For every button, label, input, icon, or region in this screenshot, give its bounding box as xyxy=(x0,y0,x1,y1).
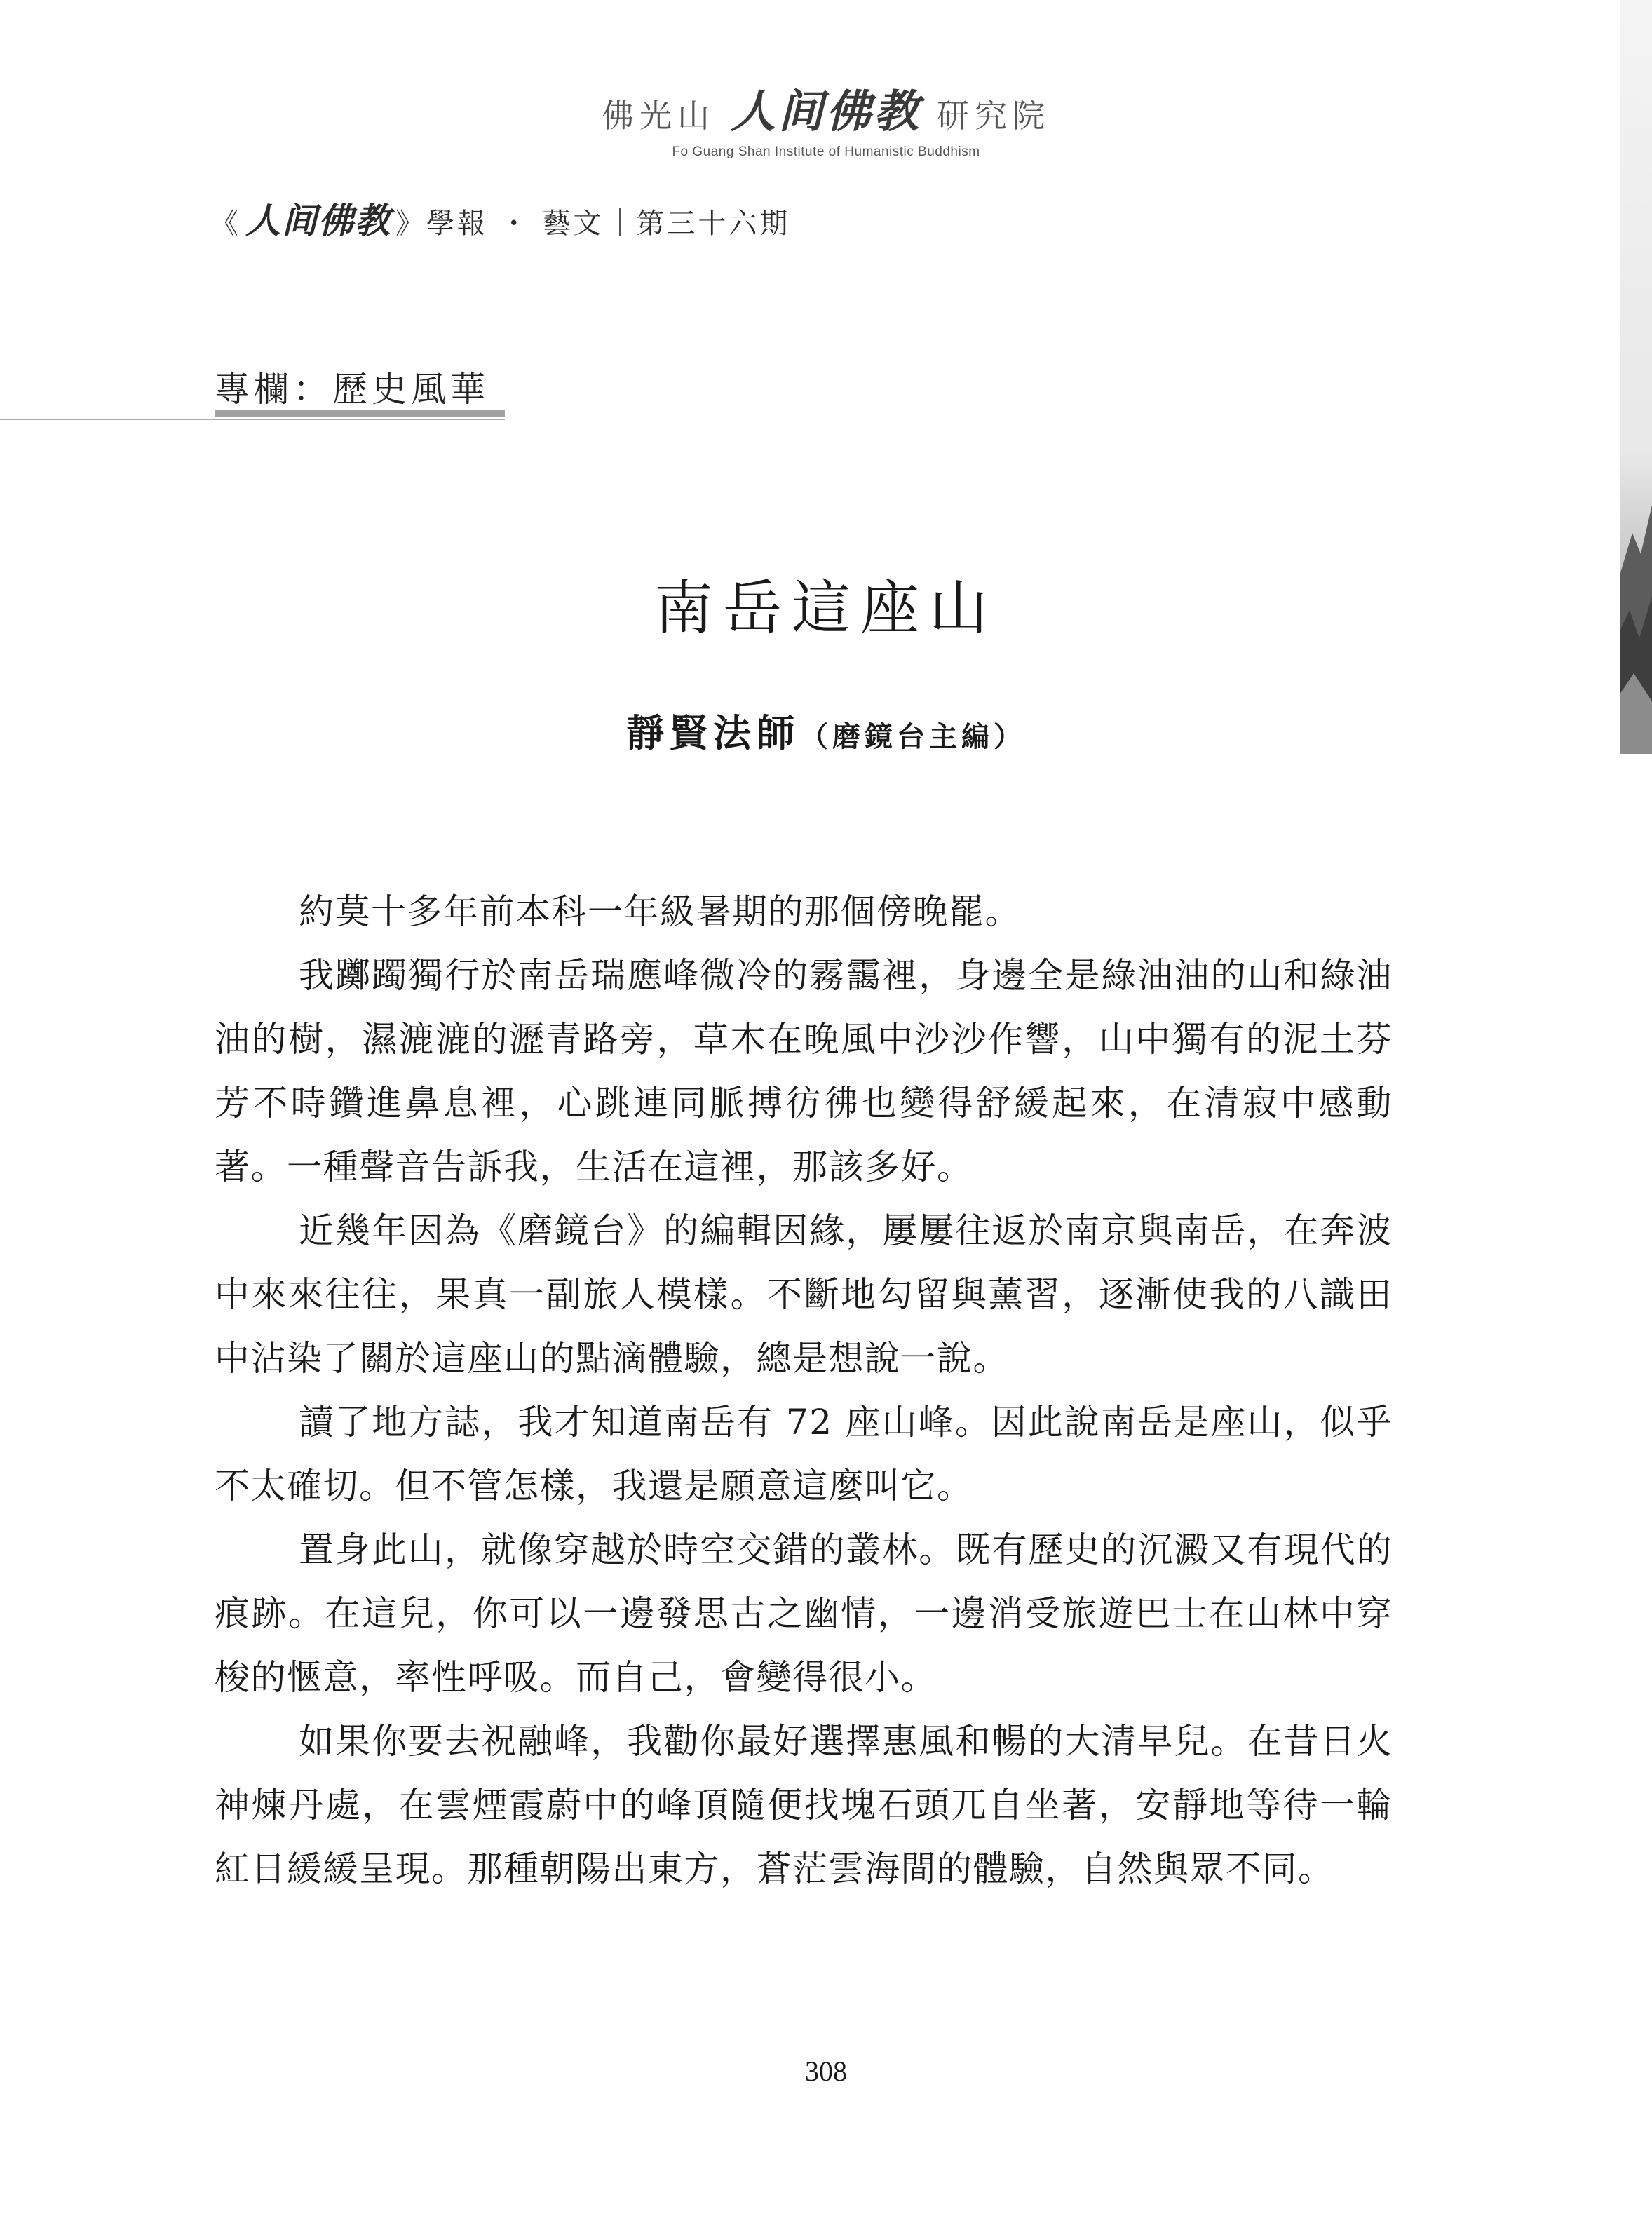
institute-english-name: Fo Guang Shan Institute of Humanistic Buddhism xyxy=(672,144,980,159)
body-paragraph: 讀了地方誌，我才知道南岳有 72 座山峰。因此說南岳是座山，似乎不太確切。但不管怎樣，我還是願意這麼叫它。 xyxy=(215,1402,1393,1506)
body-paragraph: 如果你要去祝融峰，我勸你最好選擇惠風和暢的大清早兒。在昔日火神煉丹處，在雲煙霞蔚中的峰頂隨便找塊石頭兀自坐著，安靜地等待一輪紅日緩緩呈現。那種朝陽出東方，蒼茫雲海間的體驗，自然與眾不同。 xyxy=(215,1721,1393,1889)
body-paragraph: 我躑躅獨行於南岳瑞應峰微冷的霧靄裡，身邊全是綠油油的山和綠油油的樹，濕漉漉的瀝青路旁，草木在晚風中沙沙作響，山中獨有的泥土芬芳不時鑽進鼻息裡，心跳連同脈搏彷彿也變得舒緩起來，在清寂中感動著。一種聲音告訴我，生活在這裡，那該多好。 xyxy=(215,955,1393,1187)
author-name: 靜賢法師 xyxy=(626,710,800,755)
journal-open-bracket: 《 xyxy=(210,208,241,240)
article-title: 南岳這座山 xyxy=(654,574,998,642)
journal-divider xyxy=(619,208,621,236)
institute-logo xyxy=(602,76,1050,140)
article-byline xyxy=(0,703,1652,757)
institute-name-right: 研究院 xyxy=(937,97,1050,135)
institute-name-left: 佛光山 xyxy=(602,97,715,135)
journal-section: 》學報 ・ 藝文 xyxy=(395,208,604,240)
column-label: 專欄：歷史風華 xyxy=(215,369,489,410)
column-underline-bar xyxy=(215,410,505,417)
body-paragraph: 置身此山，就像穿越於時空交錯的叢林。既有歷史的沉澱又有現代的痕跡。在這兒，你可以一邊發思古之幽情，一邊消受旅遊巴士在山林中穿梭的愜意，率性呼吸。而自己，會變得很小。 xyxy=(215,1529,1393,1698)
institute-brand-calligraphy: 人间佛教 xyxy=(731,86,921,138)
journal-running-header xyxy=(210,193,790,243)
column-underline-rule xyxy=(0,419,505,420)
body-paragraph: 近幾年因為《磨鏡台》的編輯因緣，屢屢往返於南京與南岳，在奔波中來來往往，果真一副旅人模樣。不斷地勾留與薰習，逐漸使我的八識田中沾染了關於這座山的點滴體驗，總是想說一說。 xyxy=(215,1210,1393,1379)
journal-issue: 第三十六期 xyxy=(636,208,791,240)
article-body xyxy=(215,880,1393,1901)
body-paragraph: 約莫十多年前本科一年級暑期的那個傍晚罷。 xyxy=(299,891,1021,932)
institute-header xyxy=(0,76,1652,160)
page-number: 308 xyxy=(805,2055,847,2087)
author-role: （磨鏡台主編） xyxy=(800,720,1026,753)
journal-brand-calligraphy: 人间佛教 xyxy=(245,200,391,241)
